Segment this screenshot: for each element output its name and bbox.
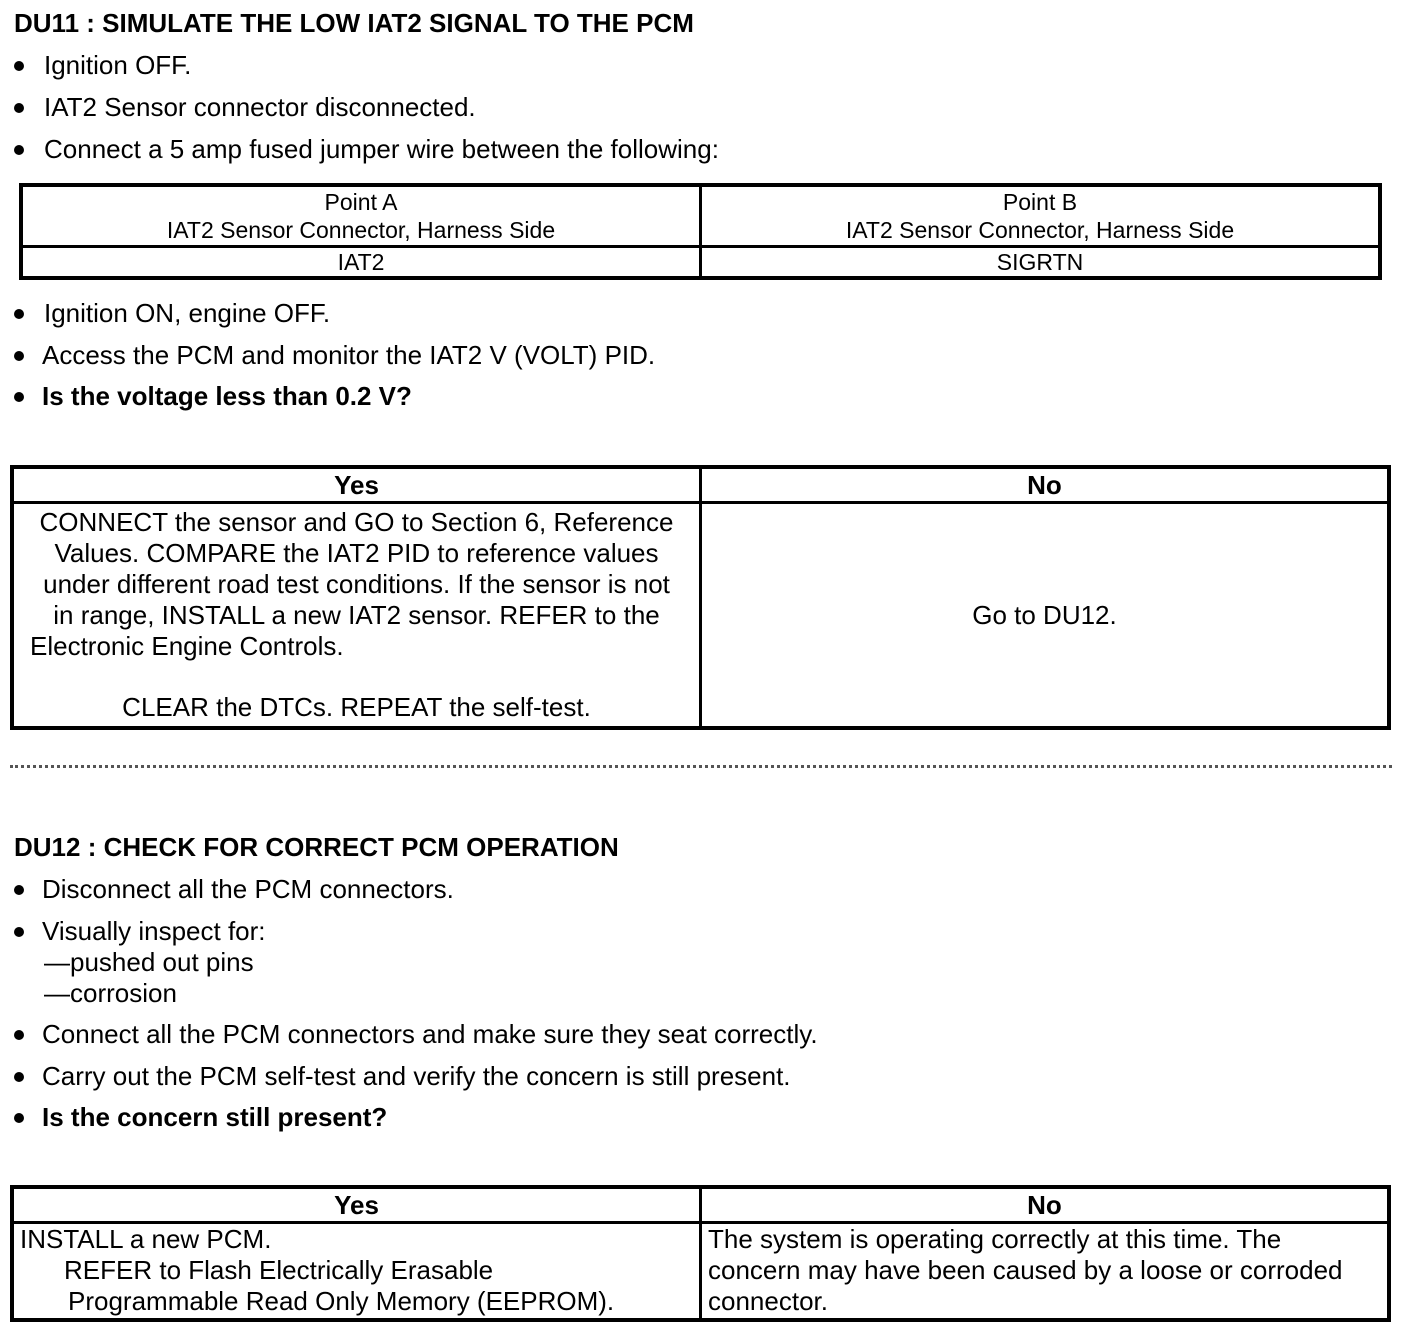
- du11-result-table: [10, 465, 1391, 730]
- du12-step-3: Connect all the PCM connectors and make sure they seat correctly.: [12, 1019, 818, 1050]
- du11-yes-line-4: in range, INSTALL a new IAT2 sensor. REFER to the: [53, 600, 660, 630]
- du11-step-4: Ignition ON, engine OFF.: [12, 298, 330, 329]
- du12-result-row: [12, 1223, 1389, 1321]
- du11-yes-header: Yes: [12, 467, 701, 503]
- du11-question: Is the voltage less than 0.2 V?: [12, 381, 412, 412]
- du12-question: Is the concern still present?: [12, 1102, 387, 1133]
- du12-sub-1: —pushed out pins: [44, 947, 254, 977]
- du12-step-2: Visually inspect for:: [12, 916, 266, 947]
- du11-step-1: Ignition OFF.: [12, 50, 191, 81]
- du11-no-header: No: [701, 467, 1390, 503]
- du12-step-4: Carry out the PCM self-test and verify the concern is still present.: [12, 1061, 791, 1092]
- du11-title: DU11 : SIMULATE THE LOW IAT2 SIGNAL TO THE PCM: [14, 8, 694, 38]
- du12-sub-2: —corrosion: [44, 978, 177, 1008]
- du12-no-cell: [701, 1223, 1390, 1321]
- du12-yes-line-3: Programmable Read Only Memory (EEPROM).: [68, 1286, 615, 1316]
- du11-step-2: IAT2 Sensor connector disconnected.: [12, 92, 476, 123]
- du12-title: DU12 : CHECK FOR CORRECT PCM OPERATION: [14, 832, 619, 862]
- bullet-icon: [14, 927, 24, 937]
- du12-no-header: No: [701, 1187, 1390, 1223]
- section-divider: [10, 765, 1392, 768]
- bullet-icon: [14, 392, 24, 402]
- du11-no-cell: Go to DU12.: [701, 503, 1390, 729]
- bullet-icon: [14, 309, 24, 319]
- jumper-table: [19, 183, 1382, 280]
- point-b-value: SIGRTN: [701, 247, 1381, 279]
- point-a-value: IAT2: [21, 247, 701, 279]
- du12-yes-line-1: INSTALL a new PCM.: [20, 1224, 272, 1254]
- jumper-table-header-row: [21, 185, 1380, 247]
- du11-yes-line-3: under different road test conditions. If the sensor is not: [43, 569, 670, 599]
- du11-step-3: Connect a 5 amp fused jumper wire between the following:: [12, 134, 719, 165]
- du11-yes-line-1: CONNECT the sensor and GO to Section 6, Reference: [39, 507, 674, 537]
- du11-yes-line-2: Values. COMPARE the IAT2 PID to reference values: [54, 538, 659, 568]
- point-b-header: Point B: [1002, 189, 1078, 215]
- du12-yes-header: Yes: [12, 1187, 701, 1223]
- du11-yes-line-6: CLEAR the DTCs. REPEAT the self-test.: [122, 692, 591, 722]
- bullet-icon: [14, 351, 24, 361]
- bullet-icon: [14, 885, 24, 895]
- point-a-header-cell: [21, 185, 701, 247]
- bullet-icon: [14, 103, 24, 113]
- du12-result-header-row: [12, 1187, 1389, 1223]
- du12-yes-line-2: REFER to Flash Electrically Erasable: [64, 1255, 494, 1285]
- du12-no-line-1: The system is operating correctly at this time. The: [708, 1224, 1282, 1254]
- bullet-icon: [14, 1113, 24, 1123]
- point-a-sub: IAT2 Sensor Connector, Harness Side: [166, 217, 556, 243]
- bullet-icon: [14, 145, 24, 155]
- point-a-header: Point A: [324, 189, 398, 215]
- du11-result-header-row: [12, 467, 1389, 503]
- du11-yes-line-5: Electronic Engine Controls.: [30, 631, 344, 661]
- point-b-sub: IAT2 Sensor Connector, Harness Side: [845, 217, 1235, 243]
- du12-yes-cell: [12, 1223, 701, 1321]
- jumper-table-row: [21, 247, 1380, 279]
- du12-step-1: Disconnect all the PCM connectors.: [12, 874, 454, 905]
- point-b-header-cell: [701, 185, 1381, 247]
- du11-yes-cell: [12, 503, 701, 729]
- du12-result-table: [10, 1185, 1391, 1322]
- du12-no-line-3: connector.: [708, 1286, 828, 1316]
- du11-result-row: [12, 503, 1389, 729]
- du11-step-5: Access the PCM and monitor the IAT2 V (VOLT) PID.: [12, 340, 655, 371]
- bullet-icon: [14, 1030, 24, 1040]
- bullet-icon: [14, 1072, 24, 1082]
- bullet-icon: [14, 61, 24, 71]
- du12-no-line-2: concern may have been caused by a loose or corroded: [708, 1255, 1343, 1285]
